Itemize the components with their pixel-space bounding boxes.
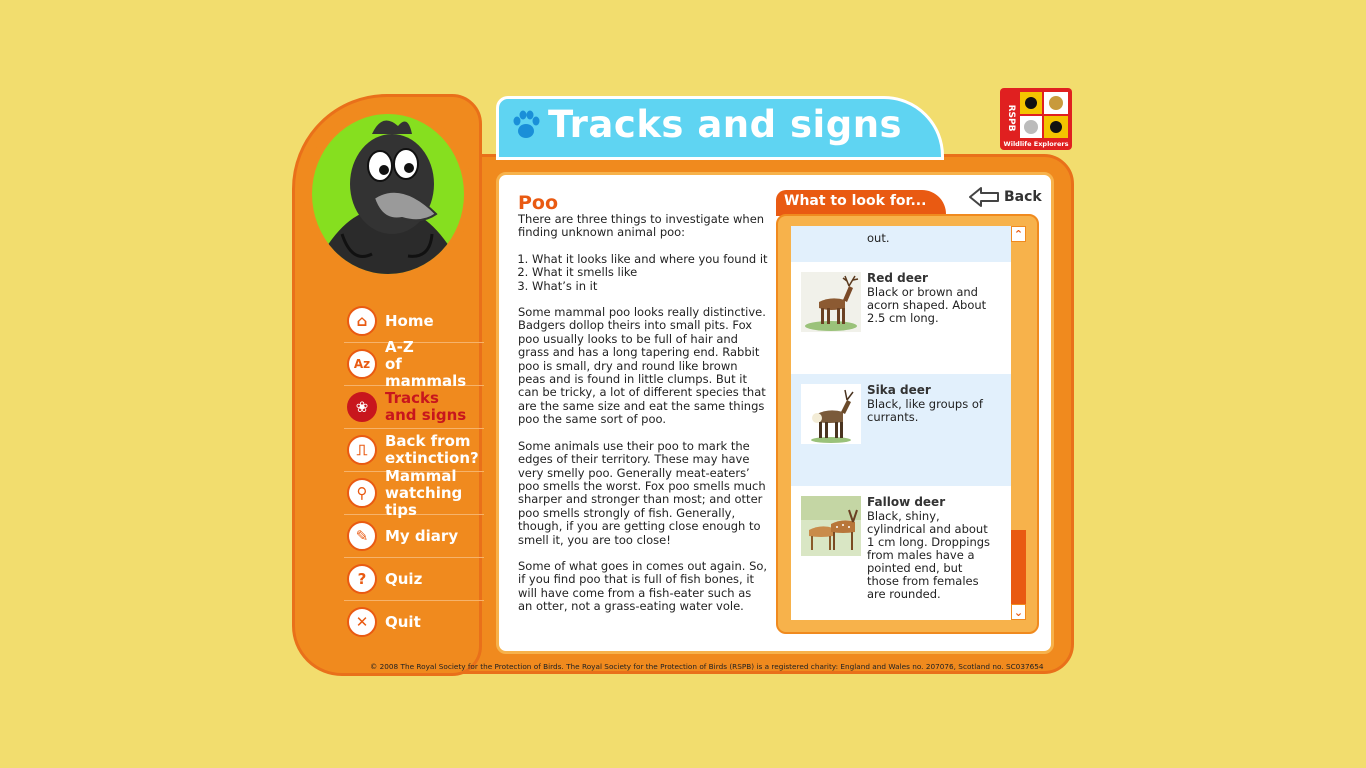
az-icon: Az: [347, 349, 377, 379]
nav-label: Quiz: [385, 569, 423, 588]
paw-icon: [512, 110, 540, 140]
rspb-logo[interactable]: [1000, 88, 1072, 150]
paragraph: Some mammal poo looks really distinctive. Badgers dollop theirs into small pits. Fox poo usually looks to be full of hair and grass and has a long tapering end. Rabbit poo is small, dry and round like brown peas and is found in little clumps. But it can be tricky, a lot of different species that are the same size and eat the same things poo the same sort of poo.: [518, 305, 766, 427]
list-item: 3. What’s in it: [532, 280, 768, 293]
card-title: Sika deer: [867, 383, 931, 397]
list-item-sika-deer[interactable]: [791, 374, 1011, 486]
card-title: Red deer: [867, 271, 928, 285]
close-icon: ✕: [347, 607, 377, 637]
paragraph: Some of what goes in comes out again. So, if you find poo that is full of fish bones, it will have come from a fish-eater such as an otter, not a grass-eating water vole.: [518, 558, 768, 614]
nav-label: Back from extinction?: [385, 432, 479, 467]
pencil-icon: ✎: [347, 521, 377, 551]
nav-label: Home: [385, 311, 434, 330]
page-title: Tracks and signs: [548, 103, 903, 146]
nav-item-quit[interactable]: [344, 601, 484, 643]
back-label: Back: [1004, 189, 1042, 205]
section-heading: Poo: [518, 192, 559, 214]
chevron-down-icon: ⌄: [1013, 605, 1024, 619]
rspb-wildlife-explorers-logo-icon: [1000, 88, 1072, 150]
nav-label: Mammal watching tips: [385, 466, 463, 519]
back-arrow-icon: [968, 186, 1000, 208]
list-item: [791, 226, 1011, 262]
fallow-deer-image: [801, 496, 861, 556]
card-title: Fallow deer: [867, 495, 946, 509]
investigation-list: [518, 253, 768, 293]
list-item-fallow-deer[interactable]: [791, 486, 1011, 601]
panel-title: What to look for...: [784, 193, 927, 209]
nav-item-home[interactable]: [344, 300, 484, 343]
sika-deer-image: [801, 384, 861, 444]
nav-label: A-Z of mammals: [385, 337, 467, 390]
card-text: Black or brown and acorn shaped. About 2.5 cm long.: [867, 285, 987, 325]
extinction-icon: ⎍: [347, 435, 377, 465]
intro-paragraph: There are three things to investigate when finding unknown animal poo:: [518, 212, 765, 240]
scrollbar[interactable]: [1011, 226, 1026, 620]
nav-item-quiz[interactable]: [344, 558, 484, 601]
back-button[interactable]: [968, 186, 1042, 208]
svg-text:RSPB: RSPB: [1006, 104, 1016, 132]
list-item: 1. What it looks like and where you found it: [532, 253, 768, 266]
sidebar-nav: [344, 300, 484, 643]
card-text: Black, like groups of currants.: [867, 397, 983, 424]
magnifier-icon: ⚲: [347, 478, 377, 508]
nav-item-back-from-extinction[interactable]: [344, 429, 484, 472]
svg-text:Wildlife Explorers: Wildlife Explorers: [1003, 140, 1069, 148]
question-icon: ?: [347, 564, 377, 594]
card-text: Black, shiny, cylindrical and about 1 cm long. Droppings from males have a pointed end, but those from females are rounded.: [867, 509, 991, 601]
nav-item-tracks-and-signs[interactable]: [344, 386, 484, 429]
nav-label: Tracks and signs: [385, 389, 467, 424]
scroll-thumb[interactable]: [1011, 530, 1026, 604]
copyright-footer: © 2008 The Royal Society for the Protection of Birds. The Royal Society for the Protection of Birds (RSPB) is a registered charity: England and Wales no. 207076, Scotland no. SC037654: [370, 662, 1044, 671]
card-text: out.: [867, 231, 890, 245]
paw-icon: ❀: [347, 392, 377, 422]
mascot-avatar: [312, 114, 464, 274]
red-deer-image: [801, 272, 861, 332]
nav-item-a-z-of-mammals[interactable]: [344, 337, 484, 390]
scroll-down-button[interactable]: [1011, 604, 1026, 620]
nav-item-my-diary[interactable]: [344, 515, 484, 558]
chevron-up-icon: ⌃: [1013, 227, 1024, 241]
nav-label: My diary: [385, 526, 459, 545]
article-text: [518, 213, 768, 627]
crow-mascot-icon: [312, 114, 464, 274]
nav-label: Quit: [385, 612, 421, 631]
home-icon: ⌂: [347, 306, 377, 336]
list-item-red-deer[interactable]: [791, 262, 1011, 374]
look-for-list: [791, 226, 1011, 620]
nav-item-mammal-watching-tips[interactable]: [344, 466, 484, 519]
list-item: 2. What it smells like: [532, 266, 768, 279]
paragraph: Some animals use their poo to mark the edges of their territory. These may have very smelly poo. Generally meat-eaters’ poo smells the worst. Fox poo smells much sharper and stronger than most; and otter poo smells strongly of fish. Generally, though, if you are getting close enough to smell it, you are too close!: [518, 438, 766, 547]
scroll-up-button[interactable]: [1011, 226, 1026, 242]
